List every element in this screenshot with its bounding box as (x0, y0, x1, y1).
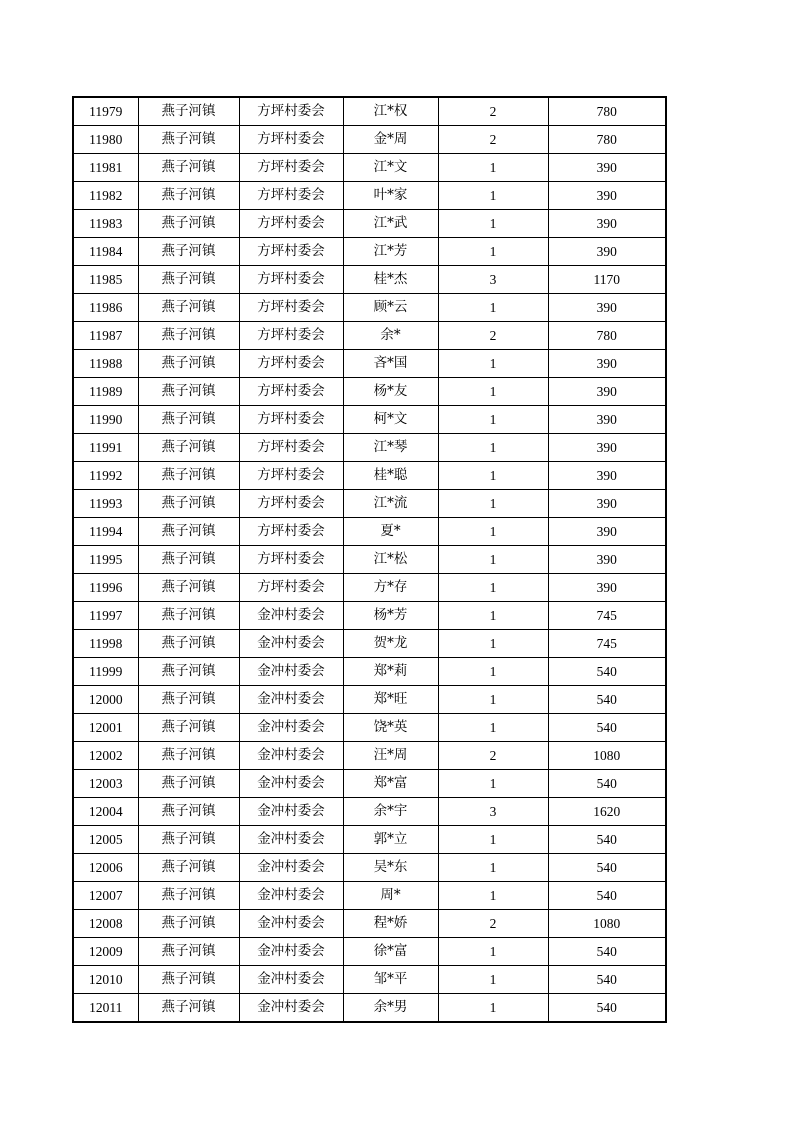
count-cell: 1 (438, 490, 548, 518)
town-cell: 燕子河镇 (138, 378, 239, 406)
count-cell: 1 (438, 630, 548, 658)
village-committee-cell: 金冲村委会 (239, 630, 343, 658)
row-number-cell: 12004 (73, 798, 138, 826)
village-committee-cell: 方坪村委会 (239, 182, 343, 210)
amount-cell: 390 (548, 238, 666, 266)
name-cell: 江*权 (343, 97, 438, 126)
table-row (73, 658, 666, 686)
amount-cell: 780 (548, 97, 666, 126)
table-row (73, 742, 666, 770)
table-row (73, 322, 666, 350)
town-cell: 燕子河镇 (138, 294, 239, 322)
amount-cell: 540 (548, 826, 666, 854)
village-committee-cell: 金冲村委会 (239, 658, 343, 686)
amount-cell: 390 (548, 210, 666, 238)
village-committee-cell: 方坪村委会 (239, 294, 343, 322)
row-number-cell: 12005 (73, 826, 138, 854)
row-number-cell: 11982 (73, 182, 138, 210)
name-cell: 郑*富 (343, 770, 438, 798)
town-cell: 燕子河镇 (138, 658, 239, 686)
table-row (73, 210, 666, 238)
town-cell: 燕子河镇 (138, 966, 239, 994)
count-cell: 1 (438, 686, 548, 714)
town-cell: 燕子河镇 (138, 938, 239, 966)
row-number-cell: 12010 (73, 966, 138, 994)
count-cell: 1 (438, 882, 548, 910)
town-cell: 燕子河镇 (138, 97, 239, 126)
village-committee-cell: 方坪村委会 (239, 350, 343, 378)
town-cell: 燕子河镇 (138, 854, 239, 882)
table-row (73, 406, 666, 434)
table-row (73, 462, 666, 490)
name-cell: 金*周 (343, 126, 438, 154)
count-cell: 1 (438, 378, 548, 406)
amount-cell: 390 (548, 294, 666, 322)
village-committee-cell: 金冲村委会 (239, 854, 343, 882)
count-cell: 1 (438, 238, 548, 266)
row-number-cell: 11996 (73, 574, 138, 602)
town-cell: 燕子河镇 (138, 238, 239, 266)
table-row (73, 798, 666, 826)
village-committee-cell: 方坪村委会 (239, 574, 343, 602)
table-row (73, 294, 666, 322)
name-cell: 桂*杰 (343, 266, 438, 294)
table-row (73, 546, 666, 574)
town-cell: 燕子河镇 (138, 546, 239, 574)
village-committee-cell: 金冲村委会 (239, 714, 343, 742)
amount-cell: 540 (548, 714, 666, 742)
village-committee-cell: 金冲村委会 (239, 602, 343, 630)
amount-cell: 780 (548, 126, 666, 154)
town-cell: 燕子河镇 (138, 266, 239, 294)
count-cell: 1 (438, 574, 548, 602)
count-cell: 2 (438, 742, 548, 770)
row-number-cell: 12009 (73, 938, 138, 966)
count-cell: 1 (438, 210, 548, 238)
count-cell: 1 (438, 182, 548, 210)
village-committee-cell: 金冲村委会 (239, 994, 343, 1023)
village-committee-cell: 方坪村委会 (239, 210, 343, 238)
table-row (73, 238, 666, 266)
town-cell: 燕子河镇 (138, 210, 239, 238)
count-cell: 1 (438, 826, 548, 854)
name-cell: 顾*云 (343, 294, 438, 322)
row-number-cell: 11985 (73, 266, 138, 294)
count-cell: 1 (438, 994, 548, 1023)
name-cell: 杨*友 (343, 378, 438, 406)
count-cell: 2 (438, 910, 548, 938)
count-cell: 2 (438, 97, 548, 126)
town-cell: 燕子河镇 (138, 322, 239, 350)
table-row (73, 350, 666, 378)
village-committee-cell: 金冲村委会 (239, 882, 343, 910)
table-row (73, 882, 666, 910)
town-cell: 燕子河镇 (138, 602, 239, 630)
amount-cell: 1080 (548, 910, 666, 938)
town-cell: 燕子河镇 (138, 798, 239, 826)
town-cell: 燕子河镇 (138, 910, 239, 938)
name-cell: 江*松 (343, 546, 438, 574)
town-cell: 燕子河镇 (138, 350, 239, 378)
name-cell: 江*流 (343, 490, 438, 518)
amount-cell: 390 (548, 154, 666, 182)
town-cell: 燕子河镇 (138, 154, 239, 182)
table-row (73, 854, 666, 882)
amount-cell: 540 (548, 966, 666, 994)
name-cell: 余*宇 (343, 798, 438, 826)
table-row (73, 714, 666, 742)
row-number-cell: 11998 (73, 630, 138, 658)
count-cell: 1 (438, 546, 548, 574)
count-cell: 3 (438, 798, 548, 826)
village-committee-cell: 方坪村委会 (239, 97, 343, 126)
table-row (73, 126, 666, 154)
name-cell: 桂*聪 (343, 462, 438, 490)
row-number-cell: 11989 (73, 378, 138, 406)
town-cell: 燕子河镇 (138, 686, 239, 714)
count-cell: 1 (438, 406, 548, 434)
table-body (73, 97, 666, 1022)
name-cell: 方*存 (343, 574, 438, 602)
row-number-cell: 11997 (73, 602, 138, 630)
row-number-cell: 12001 (73, 714, 138, 742)
amount-cell: 390 (548, 518, 666, 546)
town-cell: 燕子河镇 (138, 406, 239, 434)
name-cell: 江*芳 (343, 238, 438, 266)
count-cell: 1 (438, 770, 548, 798)
amount-cell: 390 (548, 546, 666, 574)
name-cell: 徐*富 (343, 938, 438, 966)
name-cell: 郭*立 (343, 826, 438, 854)
name-cell: 夏* (343, 518, 438, 546)
town-cell: 燕子河镇 (138, 882, 239, 910)
name-cell: 吝*国 (343, 350, 438, 378)
count-cell: 1 (438, 602, 548, 630)
town-cell: 燕子河镇 (138, 770, 239, 798)
table-row (73, 910, 666, 938)
town-cell: 燕子河镇 (138, 434, 239, 462)
town-cell: 燕子河镇 (138, 630, 239, 658)
amount-cell: 1620 (548, 798, 666, 826)
village-committee-cell: 金冲村委会 (239, 742, 343, 770)
name-cell: 杨*芳 (343, 602, 438, 630)
village-committee-cell: 方坪村委会 (239, 266, 343, 294)
table-row (73, 518, 666, 546)
table-row (73, 266, 666, 294)
name-cell: 江*琴 (343, 434, 438, 462)
village-committee-cell: 方坪村委会 (239, 238, 343, 266)
count-cell: 1 (438, 714, 548, 742)
count-cell: 1 (438, 966, 548, 994)
amount-cell: 390 (548, 182, 666, 210)
table-row (73, 994, 666, 1023)
amount-cell: 540 (548, 770, 666, 798)
village-committee-cell: 方坪村委会 (239, 126, 343, 154)
amount-cell: 540 (548, 882, 666, 910)
town-cell: 燕子河镇 (138, 994, 239, 1023)
row-number-cell: 12000 (73, 686, 138, 714)
amount-cell: 540 (548, 994, 666, 1023)
town-cell: 燕子河镇 (138, 182, 239, 210)
amount-cell: 390 (548, 462, 666, 490)
amount-cell: 540 (548, 658, 666, 686)
row-number-cell: 11984 (73, 238, 138, 266)
count-cell: 1 (438, 658, 548, 686)
count-cell: 1 (438, 854, 548, 882)
row-number-cell: 11999 (73, 658, 138, 686)
town-cell: 燕子河镇 (138, 126, 239, 154)
row-number-cell: 11980 (73, 126, 138, 154)
count-cell: 1 (438, 434, 548, 462)
count-cell: 1 (438, 154, 548, 182)
row-number-cell: 11993 (73, 490, 138, 518)
amount-cell: 540 (548, 854, 666, 882)
row-number-cell: 11987 (73, 322, 138, 350)
village-committee-cell: 金冲村委会 (239, 770, 343, 798)
row-number-cell: 12003 (73, 770, 138, 798)
village-committee-cell: 方坪村委会 (239, 406, 343, 434)
name-cell: 程*娇 (343, 910, 438, 938)
village-committee-cell: 方坪村委会 (239, 154, 343, 182)
name-cell: 柯*文 (343, 406, 438, 434)
village-committee-cell: 金冲村委会 (239, 826, 343, 854)
row-number-cell: 12002 (73, 742, 138, 770)
amount-cell: 1170 (548, 266, 666, 294)
table-row (73, 378, 666, 406)
row-number-cell: 11983 (73, 210, 138, 238)
amount-cell: 390 (548, 350, 666, 378)
village-committee-cell: 方坪村委会 (239, 434, 343, 462)
name-cell: 叶*家 (343, 182, 438, 210)
village-committee-cell: 金冲村委会 (239, 938, 343, 966)
amount-cell: 745 (548, 630, 666, 658)
table-row (73, 602, 666, 630)
village-committee-cell: 金冲村委会 (239, 798, 343, 826)
table-row (73, 574, 666, 602)
village-committee-cell: 方坪村委会 (239, 378, 343, 406)
count-cell: 1 (438, 350, 548, 378)
name-cell: 邹*平 (343, 966, 438, 994)
village-committee-cell: 金冲村委会 (239, 910, 343, 938)
name-cell: 江*文 (343, 154, 438, 182)
name-cell: 周* (343, 882, 438, 910)
town-cell: 燕子河镇 (138, 518, 239, 546)
village-committee-cell: 方坪村委会 (239, 546, 343, 574)
amount-cell: 390 (548, 574, 666, 602)
name-cell: 余* (343, 322, 438, 350)
row-number-cell: 11992 (73, 462, 138, 490)
amount-cell: 1080 (548, 742, 666, 770)
row-number-cell: 11990 (73, 406, 138, 434)
town-cell: 燕子河镇 (138, 714, 239, 742)
village-committee-cell: 方坪村委会 (239, 518, 343, 546)
village-committee-cell: 方坪村委会 (239, 490, 343, 518)
row-number-cell: 11994 (73, 518, 138, 546)
name-cell: 吴*东 (343, 854, 438, 882)
amount-cell: 540 (548, 686, 666, 714)
village-committee-cell: 方坪村委会 (239, 322, 343, 350)
village-committee-cell: 方坪村委会 (239, 462, 343, 490)
table-row (73, 630, 666, 658)
count-cell: 1 (438, 938, 548, 966)
row-number-cell: 11991 (73, 434, 138, 462)
row-number-cell: 12007 (73, 882, 138, 910)
village-committee-cell: 金冲村委会 (239, 686, 343, 714)
table-row (73, 97, 666, 126)
row-number-cell: 12008 (73, 910, 138, 938)
amount-cell: 780 (548, 322, 666, 350)
name-cell: 郑*旺 (343, 686, 438, 714)
row-number-cell: 11986 (73, 294, 138, 322)
table-row (73, 966, 666, 994)
name-cell: 饶*英 (343, 714, 438, 742)
amount-cell: 745 (548, 602, 666, 630)
table-row (73, 686, 666, 714)
name-cell: 贺*龙 (343, 630, 438, 658)
row-number-cell: 12011 (73, 994, 138, 1023)
amount-cell: 390 (548, 406, 666, 434)
row-number-cell: 12006 (73, 854, 138, 882)
table-row (73, 770, 666, 798)
table-row (73, 490, 666, 518)
town-cell: 燕子河镇 (138, 574, 239, 602)
count-cell: 1 (438, 462, 548, 490)
table-row (73, 938, 666, 966)
table-row (73, 182, 666, 210)
table-row (73, 154, 666, 182)
data-table (72, 96, 667, 1023)
row-number-cell: 11995 (73, 546, 138, 574)
count-cell: 2 (438, 126, 548, 154)
town-cell: 燕子河镇 (138, 490, 239, 518)
town-cell: 燕子河镇 (138, 826, 239, 854)
town-cell: 燕子河镇 (138, 742, 239, 770)
count-cell: 2 (438, 322, 548, 350)
amount-cell: 390 (548, 434, 666, 462)
name-cell: 汪*周 (343, 742, 438, 770)
table-row (73, 434, 666, 462)
amount-cell: 540 (548, 938, 666, 966)
town-cell: 燕子河镇 (138, 462, 239, 490)
amount-cell: 390 (548, 490, 666, 518)
name-cell: 江*武 (343, 210, 438, 238)
name-cell: 余*男 (343, 994, 438, 1023)
village-committee-cell: 金冲村委会 (239, 966, 343, 994)
table-row (73, 826, 666, 854)
count-cell: 1 (438, 518, 548, 546)
count-cell: 1 (438, 294, 548, 322)
row-number-cell: 11981 (73, 154, 138, 182)
row-number-cell: 11979 (73, 97, 138, 126)
amount-cell: 390 (548, 378, 666, 406)
row-number-cell: 11988 (73, 350, 138, 378)
name-cell: 郑*莉 (343, 658, 438, 686)
count-cell: 3 (438, 266, 548, 294)
